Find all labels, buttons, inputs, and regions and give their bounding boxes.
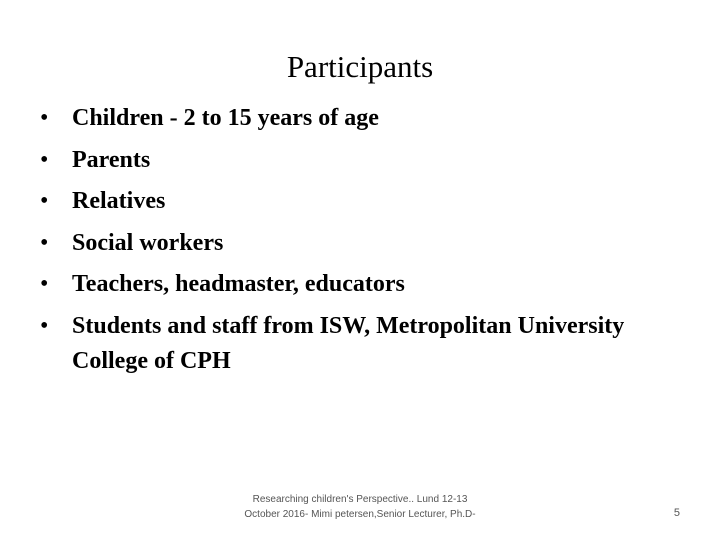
bullet-list xyxy=(40,98,680,382)
list-item-text: Teachers, headmaster, educators xyxy=(72,271,405,297)
list-item-text: Students and staff from ISW, Metropolitan University College of CPH xyxy=(72,312,625,374)
list-item xyxy=(40,140,680,182)
list-item-text: Children - 2 to 15 years of age xyxy=(72,105,379,131)
bullet-icon: • xyxy=(40,146,49,173)
bullet-icon: • xyxy=(40,312,49,339)
list-item xyxy=(40,181,680,223)
list-item-text: Relatives xyxy=(72,188,166,214)
list-item-text: Parents xyxy=(72,146,151,173)
list-item xyxy=(40,264,680,306)
slide-footer: Researching children's Perspective.. Lund 12-13 October 2016- Mimi petersen,Senior Lecturer, Ph.D- xyxy=(244,494,476,520)
list-item xyxy=(40,223,680,265)
list-item xyxy=(40,98,680,140)
slide-title: Participants xyxy=(286,49,434,84)
bullet-icon: • xyxy=(40,229,49,256)
bullet-icon: • xyxy=(40,188,49,214)
bullet-icon: • xyxy=(40,105,49,131)
list-item-text: Social workers xyxy=(72,229,224,256)
page-number: 5 xyxy=(673,507,680,519)
bullet-icon: • xyxy=(40,271,49,297)
list-item xyxy=(40,306,680,383)
